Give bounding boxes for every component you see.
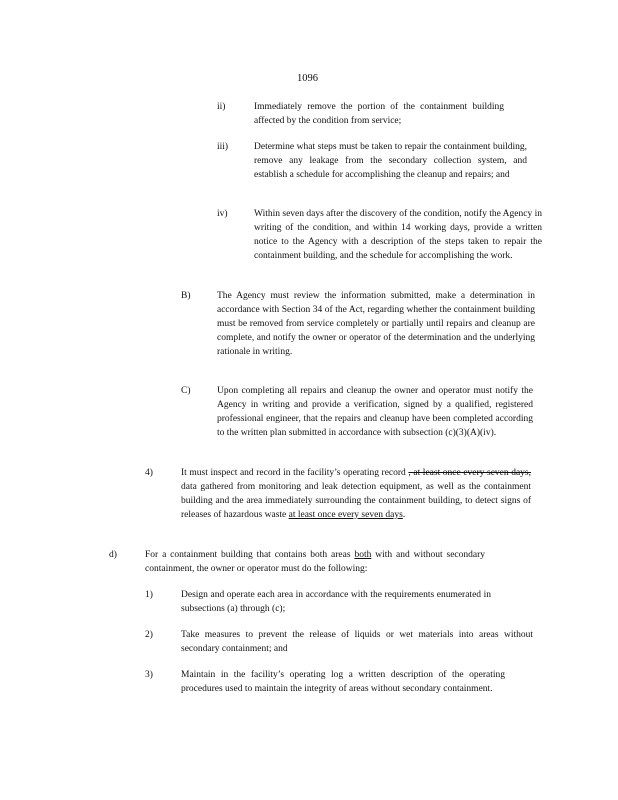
item-B-label: B) [181, 291, 191, 301]
item-4-text [181, 467, 531, 523]
item-d3-text: Maintain in the facility’s operating log a written description of the operating procedures used to maintain the integrity of areas without secondary containment. [181, 670, 505, 694]
item-C-label: C) [181, 386, 191, 396]
item-iii-label: iii) [217, 142, 229, 152]
item-d1-label: 1) [145, 590, 153, 600]
item-d-text-before: For a containment building that contains both areas [145, 550, 351, 560]
item-d2-text: Take measures to prevent the release of liquids or wet materials into areas without secondary containment; and [181, 630, 533, 654]
item-iii-text: Determine what steps must be taken to repair the containment building, remove any leakage from the secondary collection system, and establish a schedule for accomplishing the cleanup and repairs; and [254, 142, 527, 180]
item-d-text [145, 549, 485, 577]
item-4-text-before: It must inspect and record in the facility’s operating record [181, 468, 406, 478]
item-iv-label: iv) [217, 209, 228, 219]
item-iv-text: Within seven days after the discovery of the condition, notify the Agency in writing of the condition, and within 14 working days, provide a written notice to the Agency with a description of the steps taken to repair the containment building, and the schedule for accomplishing the work. [254, 209, 542, 261]
item-d-label: d) [109, 550, 117, 560]
item-4-text-middle: data gathered from monitoring and leak detection equipment, as well as the containment building and the area immediately surrounding the containment building, to detect signs of releases of hazardous waste [181, 481, 531, 520]
item-d-text-after: with and without secondary containment, the owner or operator must do the following: [145, 550, 486, 574]
item-4-text-after: . [402, 509, 406, 520]
item-4-underlined-text: at least once every seven days [288, 509, 403, 520]
item-d2-label: 2) [145, 630, 153, 640]
item-B-text: The Agency must review the information submitted, make a determination in accordance with Section 34 of the Act, regarding whether the containment building must be removed from service completely or partially until repairs and cleanup are complete, and notify the owner or operator of the determination and the underlying rationale in writing. [217, 291, 535, 357]
item-C-text: Upon completing all repairs and cleanup the owner and operator must notify the Agency in writing and provide a verification, signed by a qualified, registered professional engineer, that the repairs and cleanup have been completed according to the written plan submitted in accordance with subsection (c)(3)(A)(iv). [217, 386, 533, 438]
page-number: 1096 [297, 73, 318, 84]
item-ii-text: Immediately remove the portion of the containment building affected by the condition from service; [254, 102, 504, 126]
item-4-label: 4) [145, 468, 153, 478]
item-ii-label: ii) [217, 102, 226, 112]
item-4-struck-text: , at least once every seven days, [408, 468, 532, 478]
item-d-underlined-text: both [354, 550, 372, 560]
item-d3-label: 3) [145, 670, 153, 680]
item-d1-text: Design and operate each area in accordance with the requirements enumerated in subsections (a) through (c); [181, 590, 491, 614]
